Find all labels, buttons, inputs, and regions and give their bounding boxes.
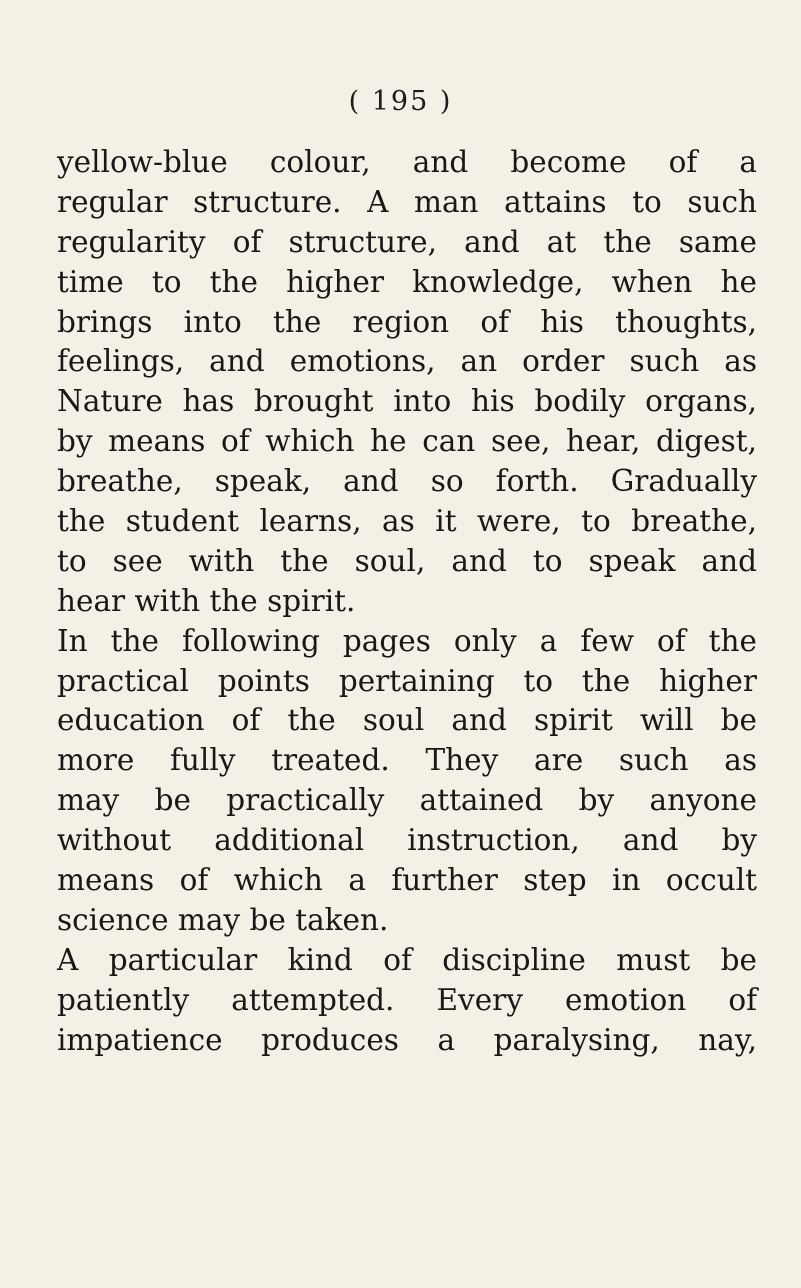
text-line: without additional instruction, and by <box>57 823 757 858</box>
text-line: to see with the soul, and to speak and <box>57 543 757 578</box>
paragraph-start-line: In the following pages only a few of the <box>57 623 757 658</box>
text-line: by means of which he can see, hear, digest, <box>57 424 757 459</box>
text-line: more fully treated. They are such as <box>57 743 757 778</box>
text-line: time to the higher knowledge, when he <box>57 264 757 299</box>
text-line: patiently attempted. Every emotion of <box>57 982 757 1017</box>
text-line: regular structure. A man attains to such <box>57 184 757 219</box>
paragraph-start-line: A particular kind of discipline must be <box>57 942 757 977</box>
body-text <box>57 143 757 1060</box>
text-line: Nature has brought into his bodily organs, <box>57 384 757 419</box>
text-line: yellow-blue colour, and become of a <box>57 145 757 179</box>
text-line: regularity of structure, and at the same <box>57 224 757 259</box>
text-line: may be practically attained by anyone <box>57 783 757 818</box>
text-line: the student learns, as it were, to breathe, <box>57 504 757 539</box>
text-line: practical points pertaining to the higher <box>57 663 757 698</box>
page-number: ( 195 ) <box>348 86 453 117</box>
text-line: science may be taken. <box>57 902 389 937</box>
text-line: hear with the spirit. <box>57 583 356 618</box>
text-line: brings into the region of his thoughts, <box>57 304 757 339</box>
text-line: breathe, speak, and so forth. Gradually <box>57 464 757 499</box>
text-line: impatience produces a paralysing, nay, <box>57 1022 757 1057</box>
text-line: means of which a further step in occult <box>57 863 757 898</box>
text-line: education of the soul and spirit will be <box>57 703 757 738</box>
text-line: feelings, and emotions, an order such as <box>57 344 757 379</box>
